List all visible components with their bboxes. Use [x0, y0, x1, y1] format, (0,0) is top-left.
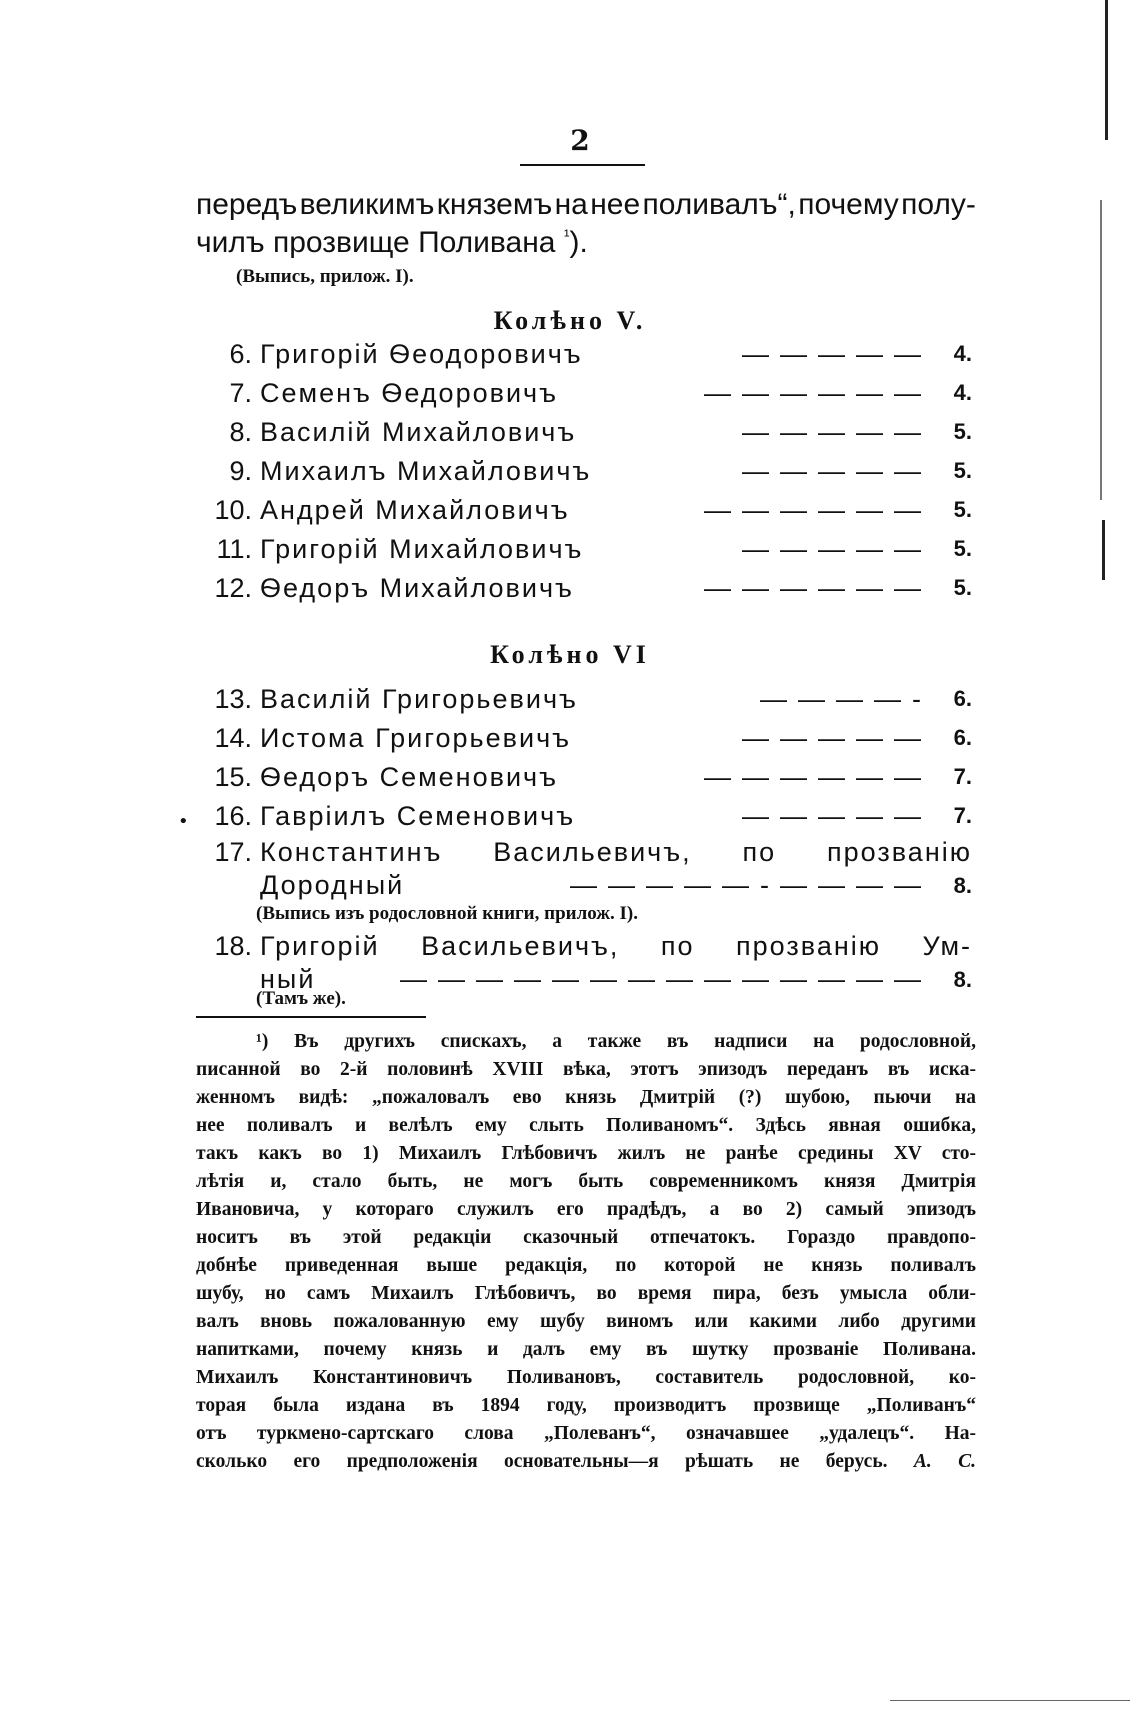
entry-number: 7.: [229, 377, 252, 408]
entry-page: 5.: [953, 536, 972, 561]
intro-line-1: [196, 186, 976, 224]
footnote-line: напитками, почему князь и далъ ему въ шутку прозваніе Поливана.: [196, 1339, 976, 1360]
footnote-line: Михаилъ Константиновичъ Поливановъ, составитель родословной, ко-: [196, 1367, 976, 1388]
page-number-rule: [520, 164, 645, 166]
footnote-line: отъ туркмено-сартскаго слова „Полеванъ“, означавшее „удалецъ“. На-: [196, 1423, 976, 1444]
intro-word: великимъ: [299, 188, 435, 221]
entry-number: 17.: [214, 837, 252, 867]
entry-row: [200, 530, 972, 568]
entry-row-long: [200, 836, 972, 902]
entry-name-first-line: [260, 836, 972, 869]
leader-dashes: ——————: [704, 377, 932, 408]
footnote-marker: ¹: [563, 226, 570, 245]
entry-reference: (Тамъ же).: [256, 988, 346, 1009]
intro-line-2-end: ).: [569, 226, 588, 259]
entry-word: Константинъ: [260, 837, 443, 867]
entry-page: 5.: [953, 419, 972, 444]
footnote-line: женномъ видѣ: „пожаловалъ ево князь Дмитрій (?) шубою, пьючи на: [196, 1087, 976, 1108]
footnote-line: писанной во 2-й половинѣ XVIII вѣка, этотъ эпизодъ переданъ въ иска-: [196, 1059, 976, 1080]
entry-word: по: [660, 931, 695, 961]
footnote-last-line: [196, 1448, 976, 1476]
entry-row: [200, 452, 972, 490]
entry-page: 5.: [953, 497, 972, 522]
leader-dashes: —————-————: [570, 870, 932, 900]
footnote-rule: [196, 1016, 426, 1018]
entry-page: 5.: [953, 458, 972, 483]
footnote-line: Ивановича, у котораго служилъ его прадѣдъ, а во 2) самый эпизодъ: [196, 1199, 976, 1220]
entry-row: [200, 491, 972, 529]
intro-reference: (Выпись, прилож. I).: [236, 266, 414, 287]
scan-edge-mark: [1100, 200, 1102, 500]
entry-number: 18.: [214, 931, 252, 961]
leader-dashes: ——————————————: [400, 964, 932, 994]
leader-dashes: ——————: [704, 572, 932, 603]
entry-number: 12.: [214, 572, 252, 603]
entry-number: 6.: [229, 338, 252, 369]
entry-row-long: [200, 930, 972, 996]
section-heading-vi: Колѣно VI: [490, 640, 650, 669]
footnote-line: валъ вновь пожалованную ему шубу виномъ или какими либо другими: [196, 1311, 976, 1332]
entry-name: Михаилъ Михайловичъ: [260, 455, 592, 486]
entry-number: 11.: [216, 533, 252, 564]
section-heading-v: Колѣно V.: [493, 306, 647, 335]
footnote-line: такъ какъ во 1) Михаилъ Глѣбовичъ жилъ не ранѣе средины XV сто-: [196, 1143, 976, 1164]
leader-dashes: —————: [742, 338, 932, 369]
leader-dashes: ——————: [704, 494, 932, 525]
entry-word: Васильевичъ,: [493, 837, 692, 867]
intro-word: почему: [798, 188, 899, 221]
intro-word: полу-: [901, 188, 976, 221]
footnote-line: добнѣе приведенная выше редакція, по которой не князь поливалъ: [196, 1255, 976, 1276]
intro-word: княземъ: [436, 188, 553, 221]
entry-name: Василій Григорьевичъ: [260, 683, 578, 714]
intro-line-2-text: чилъ прозвище Поливана: [196, 226, 556, 259]
entry-page: 5.: [953, 575, 972, 600]
footnote-line: нее поливалъ и велѣлъ ему слыть Поливаномъ“. Здѣсь явная ошибка,: [196, 1115, 976, 1136]
entry-page: 4.: [953, 341, 972, 366]
intro-word: передъ: [196, 188, 298, 221]
entry-row: [200, 413, 972, 451]
leader-dashes: ——————: [704, 761, 932, 792]
intro-word: нее: [590, 188, 641, 221]
entry-name: Семенъ Ѳедоровичъ: [260, 377, 558, 408]
entry-row: [200, 569, 972, 607]
entry-page: 8.: [953, 873, 972, 898]
footnote-line: сколько его предположенія основательны—я рѣшать не берусь.: [196, 1451, 888, 1472]
entry-name: Григорій Ѳеодоровичъ: [260, 338, 583, 369]
entry-name: Гавріилъ Семеновичъ: [260, 800, 576, 831]
entry-number: 9.: [229, 455, 252, 486]
intro-line-2: [196, 224, 976, 262]
footnote-line: шубу, но самъ Михаилъ Глѣбовичъ, во время пира, безъ умысла обли-: [196, 1283, 976, 1304]
leader-dashes: —————: [742, 800, 932, 831]
footnote-line: лѣтія и, стало быть, не могъ быть современникомъ князя Дмитрія: [196, 1171, 976, 1192]
footnote-signature: А. С.: [913, 1451, 977, 1472]
entry-word: Ум-: [922, 931, 972, 961]
entry-number: 10.: [214, 494, 252, 525]
entry-name: Василій Михайловичъ: [260, 416, 577, 447]
entry-number: 15.: [214, 761, 252, 792]
leader-dashes: ————-: [760, 683, 932, 714]
entry-word: по: [742, 837, 777, 867]
entry-row: [200, 797, 972, 835]
page-number: 2: [570, 124, 590, 157]
entry-page: 7.: [953, 764, 972, 789]
entry-word: прозванію: [827, 837, 972, 867]
leader-dashes: —————: [742, 416, 932, 447]
leader-dashes: —————: [742, 533, 932, 564]
entry-name-continuation: Дородный: [260, 870, 405, 900]
entry-name: Андрей Михайловичъ: [260, 494, 570, 525]
entry-name: Ѳедоръ Семеновичъ: [260, 761, 558, 792]
intro-word: на: [554, 188, 588, 221]
footnote-line: ¹) Въ другихъ спискахъ, а также въ надписи на родословной,: [256, 1031, 976, 1052]
entry-name-continuation: ный: [260, 964, 316, 994]
entry-name: Григорій Михайловичъ: [260, 533, 584, 564]
entry-word: Григорій: [260, 931, 380, 961]
scan-edge-mark: [1105, 0, 1108, 140]
entry-row: [200, 680, 972, 718]
entry-reference: (Выпись изъ родословной книги, прилож. I).: [256, 903, 639, 924]
entry-number: 16.: [214, 800, 252, 831]
entry-page: 6.: [953, 725, 972, 750]
leader-dashes: —————: [742, 455, 932, 486]
entry-page: 8.: [953, 967, 972, 992]
entry-row: [200, 758, 972, 796]
entry-page: 4.: [953, 380, 972, 405]
entry-page: 6.: [953, 686, 972, 711]
scan-edge-mark: [1102, 520, 1105, 580]
scan-bottom-mark: [890, 1700, 1130, 1701]
entry-row: [200, 374, 972, 412]
entry-number: 14.: [214, 722, 252, 753]
footnote-line: торая была издана въ 1894 году, производитъ прозвище „Поливанъ“: [196, 1395, 976, 1416]
intro-word: поливалъ“,: [642, 188, 796, 221]
leader-dashes: —————: [742, 722, 932, 753]
entry-number: 8.: [229, 416, 252, 447]
entry-row: [200, 719, 972, 757]
entry-word: прозванію: [736, 931, 881, 961]
footnote: [196, 1028, 976, 1476]
entry-page: 7.: [953, 803, 972, 828]
margin-dot: •: [178, 811, 189, 832]
entry-row: [200, 335, 972, 373]
intro-paragraph: [196, 186, 976, 262]
entry-name: Ѳедоръ Михайловичъ: [260, 572, 574, 603]
entry-word: Васильевичъ,: [421, 931, 620, 961]
entry-number: 13.: [214, 683, 252, 714]
entry-name: Истома Григорьевичъ: [260, 722, 572, 753]
footnote-line: носитъ въ этой редакціи сказочный отпечатокъ. Гораздо правдопо-: [196, 1227, 976, 1248]
entry-name-first-line: [260, 930, 972, 963]
